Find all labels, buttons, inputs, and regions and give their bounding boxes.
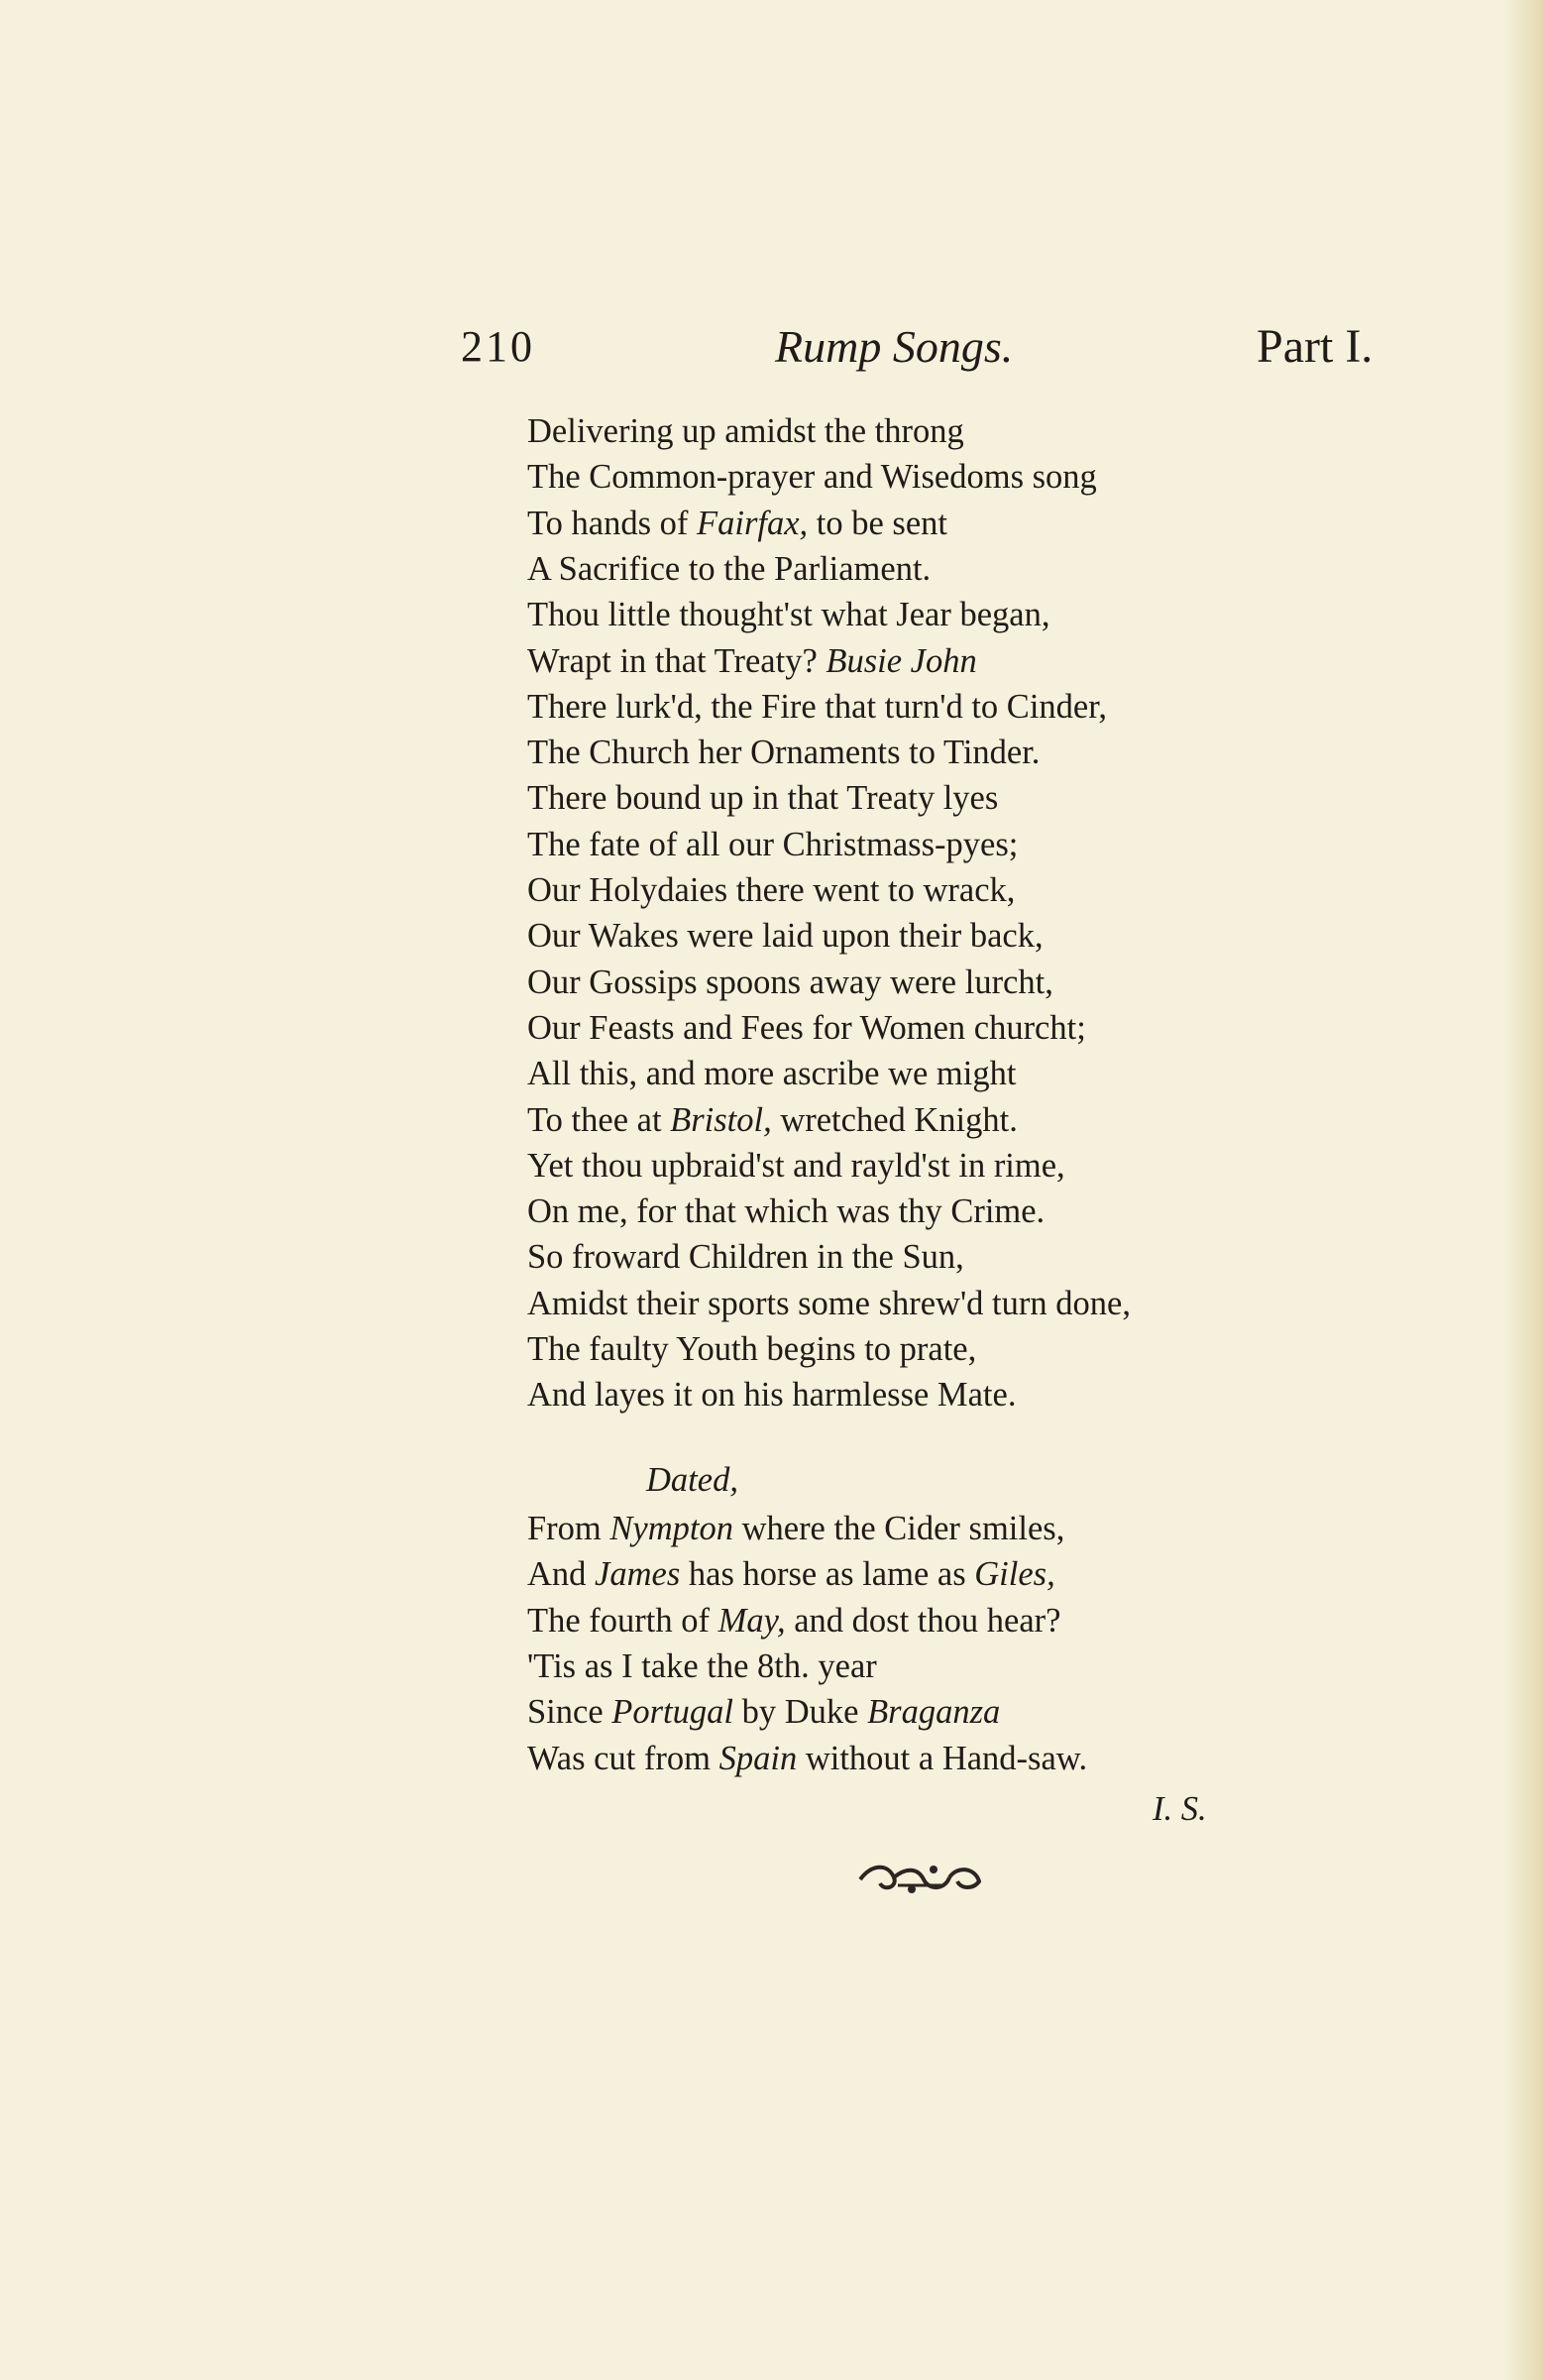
poem-line: [527, 1234, 964, 1280]
poem-line: [527, 1736, 1087, 1781]
line-text: The Church her Ornaments to Tinder.: [527, 734, 1041, 772]
line-text: A Sacrifice to the Parliament.: [527, 549, 932, 588]
line-text: On me, for that which was thy Crime.: [527, 1192, 1046, 1231]
italic-word: May,: [717, 1601, 786, 1640]
line-text: Wrapt in that Treaty?: [527, 641, 827, 680]
poem-line: [527, 1189, 1045, 1234]
line-text: And layes it on his harmlesse Mate.: [527, 1376, 1017, 1415]
poem-line: [527, 1143, 1065, 1189]
italic-word: Giles,: [974, 1555, 1055, 1594]
line-text: Amidst their sports some shrew'd turn done,: [527, 1284, 1131, 1322]
poem-line: [527, 1281, 1131, 1326]
line-text: Our Gossips spoons away were lurcht,: [527, 963, 1053, 1001]
poem-line: [527, 592, 1049, 637]
poem-line: [527, 960, 1053, 1005]
line-text: Yet thou upbraid'st and rayld'st in rime,: [527, 1146, 1065, 1185]
line-text: to be sent: [808, 504, 947, 542]
line-text: There bound up in that Treaty lyes: [527, 779, 999, 818]
poem-line: [527, 408, 964, 454]
poem-line: [527, 1506, 1064, 1551]
italic-word: Portugal: [611, 1693, 733, 1732]
line-text: The fate of all our Christmass-pyes;: [527, 825, 1019, 863]
italic-word: Bristol,: [670, 1100, 772, 1139]
poem-line: [527, 913, 1044, 959]
poem-line: [527, 1372, 1016, 1417]
italic-word: Nympton: [609, 1510, 733, 1547]
poem-line: [527, 638, 977, 684]
line-text: where the Cider smiles,: [732, 1510, 1065, 1547]
running-title: Rump Songs.: [775, 321, 1014, 372]
signature: I. S.: [1153, 1790, 1207, 1828]
dated-heading: Dated,: [646, 1461, 738, 1499]
line-text: To thee at: [527, 1100, 671, 1139]
line-text: Thou little thought'st what Jear began,: [527, 596, 1050, 634]
line-text: The faulty Youth begins to prate,: [527, 1330, 977, 1368]
poem-line: [527, 1689, 1000, 1735]
poem-line: [527, 1643, 877, 1689]
poem-line: [527, 1005, 1086, 1051]
line-text: without a Hand-saw.: [797, 1739, 1088, 1777]
line-text: The fourth of: [527, 1601, 718, 1640]
italic-word: James: [595, 1555, 681, 1594]
line-text: Was cut from: [527, 1739, 719, 1777]
poem-line: [527, 1097, 1018, 1143]
poem-line: [527, 454, 1097, 500]
poem-line: [527, 1326, 976, 1372]
italic-word: Fairfax,: [697, 504, 809, 542]
poem-line: [527, 1551, 1055, 1597]
line-text: by Duke: [732, 1693, 868, 1732]
ornament-icon: [854, 1860, 985, 1899]
part-label: Part I.: [1257, 320, 1374, 373]
poem-line: [527, 822, 1018, 867]
italic-word: Busie John: [826, 641, 977, 680]
poem-line: [527, 775, 998, 821]
line-text: Since: [527, 1693, 612, 1732]
line-text: wretched Knight.: [771, 1100, 1018, 1139]
line-text: 'Tis as I take the 8th. year: [527, 1646, 877, 1685]
italic-word: Spain: [718, 1739, 798, 1777]
poem-line: [527, 1051, 1016, 1096]
poem-line: [527, 684, 1107, 730]
line-text: From: [527, 1510, 610, 1547]
line-text: The Common-prayer and Wisedoms song: [527, 458, 1097, 497]
poem-line: [527, 1598, 1060, 1643]
line-text: And: [527, 1555, 596, 1594]
line-text: has horse as lame as: [680, 1555, 975, 1594]
line-text: To hands of: [527, 504, 698, 542]
line-text: Delivering up amidst the throng: [527, 412, 964, 450]
line-text: Our Wakes were laid upon their back,: [527, 917, 1044, 956]
poem-line: [527, 501, 947, 546]
page-number: 210: [461, 322, 535, 371]
line-text: There lurk'd, the Fire that turn'd to Cinder,: [527, 687, 1107, 726]
line-text: and dost thou hear?: [785, 1601, 1061, 1640]
line-text: So froward Children in the Sun,: [527, 1238, 964, 1277]
poem-line: [527, 867, 1015, 913]
italic-word: Braganza: [867, 1693, 1001, 1732]
line-text: All this, and more ascribe we might: [527, 1055, 1017, 1093]
poem-line: [527, 546, 931, 592]
line-text: Our Holydaies there went to wrack,: [527, 871, 1016, 909]
poem-line: [527, 730, 1040, 775]
line-text: Our Feasts and Fees for Women churcht;: [527, 1008, 1086, 1047]
